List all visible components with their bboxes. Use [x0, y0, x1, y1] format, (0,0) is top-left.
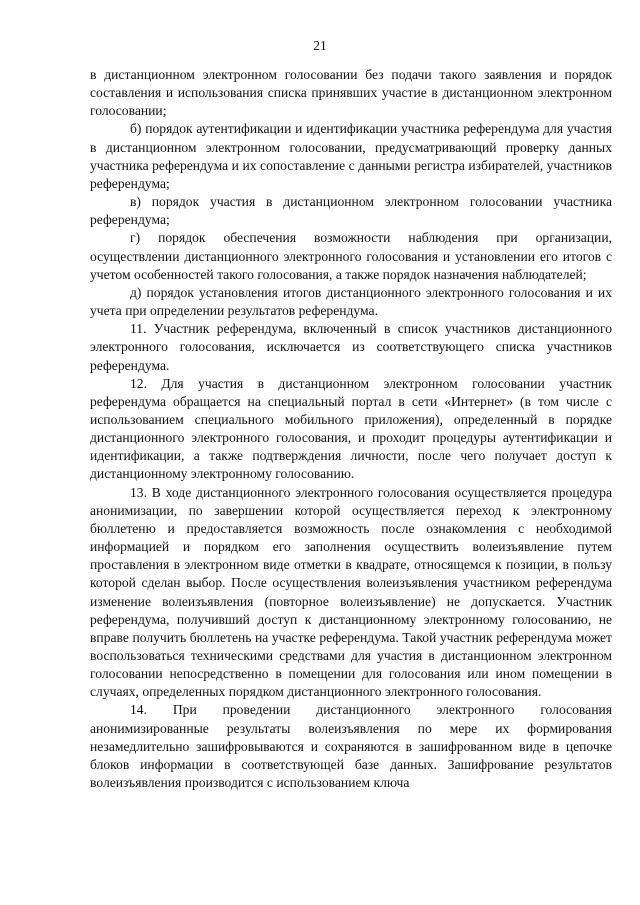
- paragraph-item-g: г) порядок обеспечения возможности наблюдения при организации, осуществлении дистанционного электронного голосования и установлении его итогов с учетом особенностей такого голосования, а также порядок назначения наблюдателей;: [90, 230, 612, 282]
- paragraph-continuation: в дистанционном электронном голосовании без подачи такого заявления и порядок составления и использования списка принявших участие в дистанционном электронном голосовании;: [90, 67, 612, 119]
- page-number: 21: [313, 38, 327, 53]
- paragraph-item-v: в) порядок участия в дистанционном электронном голосовании участника референдума;: [90, 194, 612, 228]
- paragraph-14: 14. При проведении дистанционного электронного голосования анонимизированные результаты волеизъявления по мере их формирования незамедлительно зашифровываются и сохраняются в зашифрованном виде в цепочке блоков информации в соответствующей базе данных. Зашифрование результатов волеизъявления производится с использованием ключа: [90, 702, 612, 791]
- paragraph-item-b: б) порядок аутентификации и идентификации участника референдума для участия в дистанционном электронном голосовании, предусматривающий проверку данных участника референдума и их сопоставление с данными регистра избирателей, участников референдума;: [90, 121, 612, 191]
- paragraph-13: 13. В ходе дистанционного электронного голосования осуществляется процедура анонимизации, по завершении которой осуществляется переход к электронному бюллетеню и предоставляется возможность после ознакомления с необходимой информацией и порядком его заполнения осуществить волеизъявление путем проставления в электронном виде отметки в квадрате, относящемся к позиции, в пользу которой сделан выбор. После осуществления волеизъявления участником референдума изменение волеизъявления (повторное волеизъявление) не допускается. Участник референдума, получивший доступ к дистанционному электронному голосованию, не вправе получить бюллетень на участке референдума. Такой участник референдума может воспользоваться техническими средствами для участия в дистанционном электронном голосовании непосредственно в помещении для голосования или ином помещении в случаях, определенных порядком дистанционного электронного голосования.: [90, 484, 612, 700]
- document-body: [90, 66, 612, 792]
- paragraph-11: 11. Участник референдума, включенный в список участников дистанционного электронного голосования, исключается из соответствующего списка участников референдума.: [90, 321, 612, 373]
- paragraph-item-d: д) порядок установления итогов дистанционного электронного голосования и их учета при определении результатов референдума.: [90, 284, 612, 319]
- paragraph-12: 12. Для участия в дистанционном электронном голосовании участник референдума обращается на специальный портал в сети «Интернет» (в том числе с использованием специального мобильного приложения), определенный в порядке дистанционного электронного голосования, и проходит процедуры аутентификации и идентификации, а также подтверждения личности, после чего получает доступ к дистанционному электронному голосованию.: [90, 375, 612, 482]
